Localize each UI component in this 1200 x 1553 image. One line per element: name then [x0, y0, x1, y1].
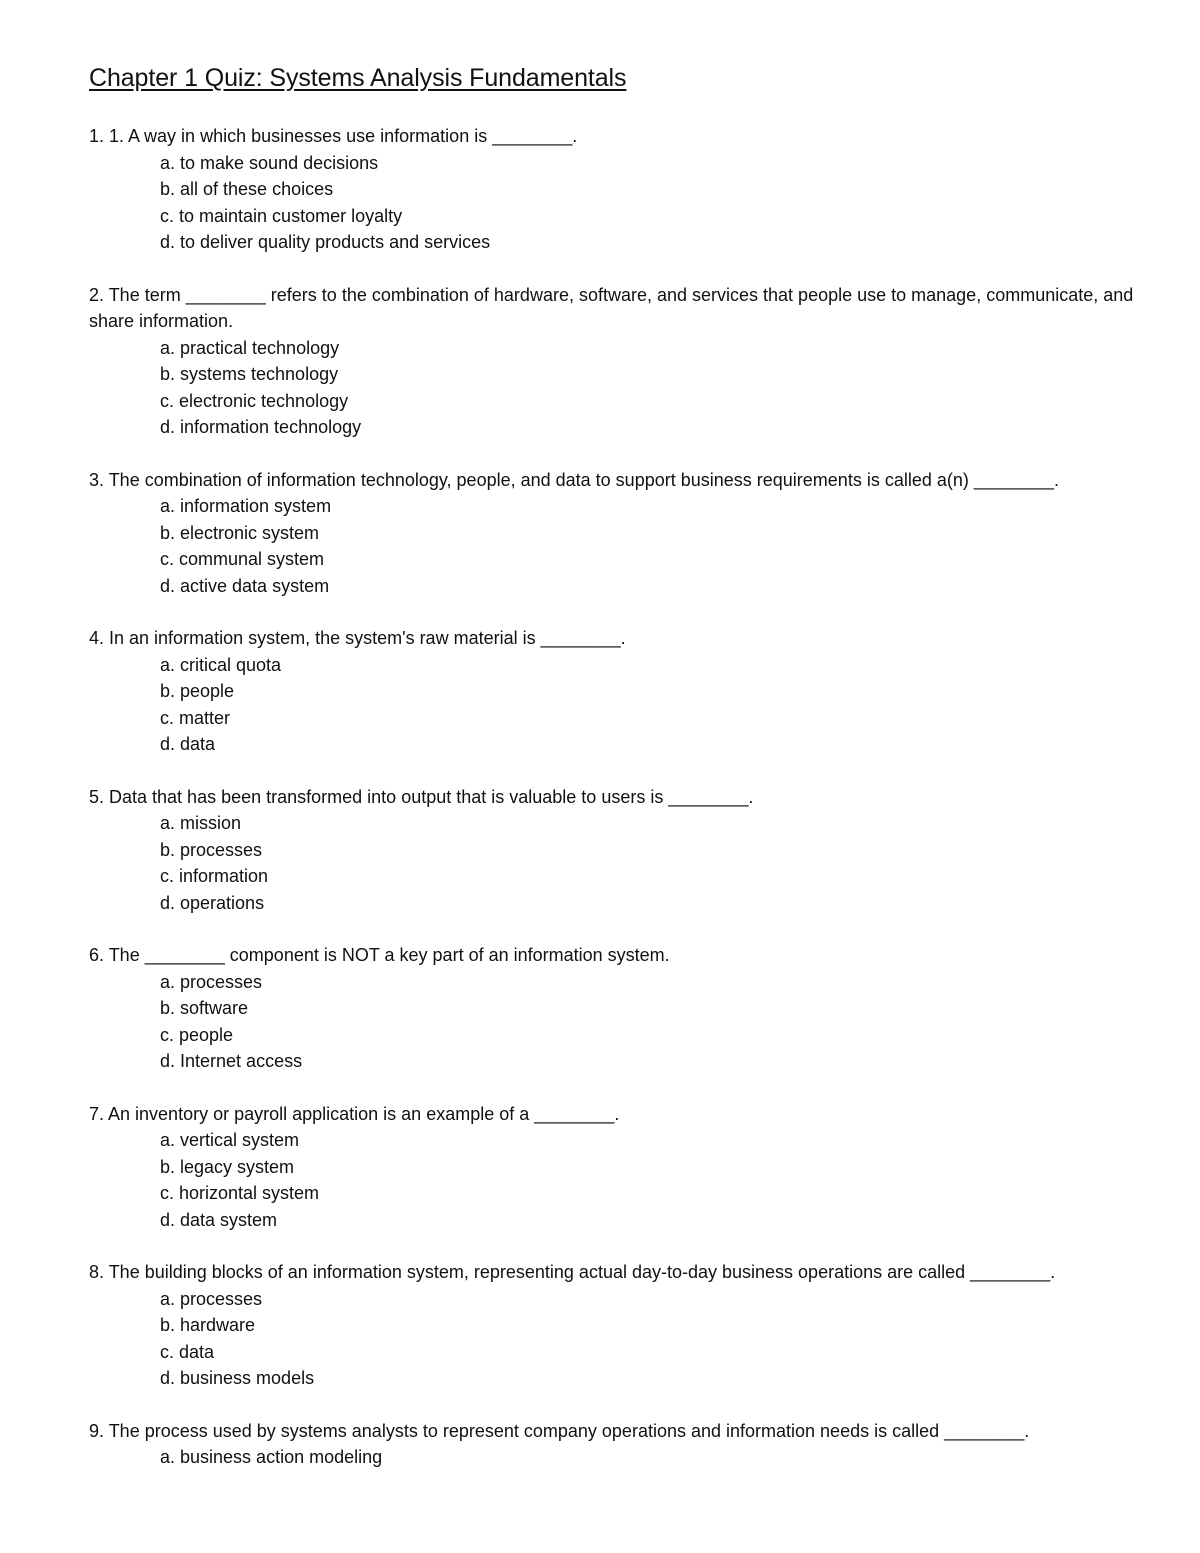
answer-option: a. business action modeling: [160, 1447, 383, 1467]
answer-option: d. active data system: [160, 575, 330, 596]
page-title: Chapter 1 Quiz: Systems Analysis Fundamentals: [89, 64, 627, 92]
answer-option: d. data: [160, 734, 216, 754]
question-8: [89, 1259, 1169, 1392]
question-1: [89, 123, 1169, 256]
question-list: [89, 123, 1169, 1471]
answer-option: b. all of these choices: [160, 179, 334, 199]
answer-option: d. business models: [160, 1368, 315, 1388]
answer-option: a. information system: [160, 496, 332, 516]
answer-option: c. to maintain customer loyalty: [160, 205, 403, 226]
answer-option: c. people: [160, 1024, 234, 1045]
answer-option: d. Internet access: [160, 1051, 303, 1071]
question-7: [89, 1101, 1169, 1234]
question-2: [89, 282, 1169, 441]
question-stem: 7. An inventory or payroll application is an example of a ________.: [89, 1103, 620, 1124]
answer-option: a. mission: [160, 813, 242, 833]
answer-option: c. communal system: [160, 549, 325, 569]
answer-option: b. software: [160, 998, 249, 1018]
answer-option: a. vertical system: [160, 1130, 300, 1150]
question-stem: 6. The ________ component is NOT a key part of an information system.: [89, 945, 670, 965]
answer-option: a. to make sound decisions: [160, 152, 379, 173]
answer-option: d. operations: [160, 892, 265, 913]
answer-option: d. data system: [160, 1209, 278, 1230]
answer-option: b. legacy system: [160, 1156, 295, 1177]
answer-option: c. matter: [160, 707, 231, 728]
answer-option: b. processes: [160, 839, 263, 860]
question-stem: 4. In an information system, the system's raw material is ________.: [89, 628, 626, 648]
question-stem: 2. The term ________ refers to the combination of hardware, software, and services that people use to manage, communicate, and share information.: [89, 284, 1134, 331]
answer-option: b. people: [160, 681, 235, 701]
answer-option: a. practical technology: [160, 337, 340, 358]
answer-option: a. processes: [160, 1288, 263, 1309]
question-5: [89, 784, 1169, 917]
answer-option: c. data: [160, 1341, 215, 1362]
question-4: [89, 625, 1169, 758]
answer-option: a. critical quota: [160, 654, 282, 675]
answer-option: b. hardware: [160, 1315, 256, 1335]
question-3: [89, 467, 1169, 600]
question-stem: 9. The process used by systems analysts to represent company operations and information needs is called ________.: [89, 1420, 1030, 1441]
answer-option: c. horizontal system: [160, 1183, 320, 1203]
question-stem: 1. 1. A way in which businesses use information is ________.: [89, 126, 578, 146]
question-stem: 5. Data that has been transformed into output that is valuable to users is ________.: [89, 786, 754, 807]
answer-option: b. electronic system: [160, 522, 320, 543]
answer-option: c. electronic technology: [160, 390, 349, 411]
question-stem: 8. The building blocks of an information system, representing actual day-to-day business operations are called ________.: [89, 1262, 1056, 1282]
question-9: [89, 1418, 1169, 1471]
answer-option: d. information technology: [160, 417, 362, 437]
answer-option: c. information: [160, 866, 269, 886]
answer-option: b. systems technology: [160, 364, 339, 384]
answer-option: a. processes: [160, 971, 263, 992]
question-6: [89, 942, 1169, 1075]
answer-option: d. to deliver quality products and services: [160, 232, 491, 252]
question-stem: 3. The combination of information technology, people, and data to support business requirements is called a(n) ________.: [89, 469, 1059, 490]
